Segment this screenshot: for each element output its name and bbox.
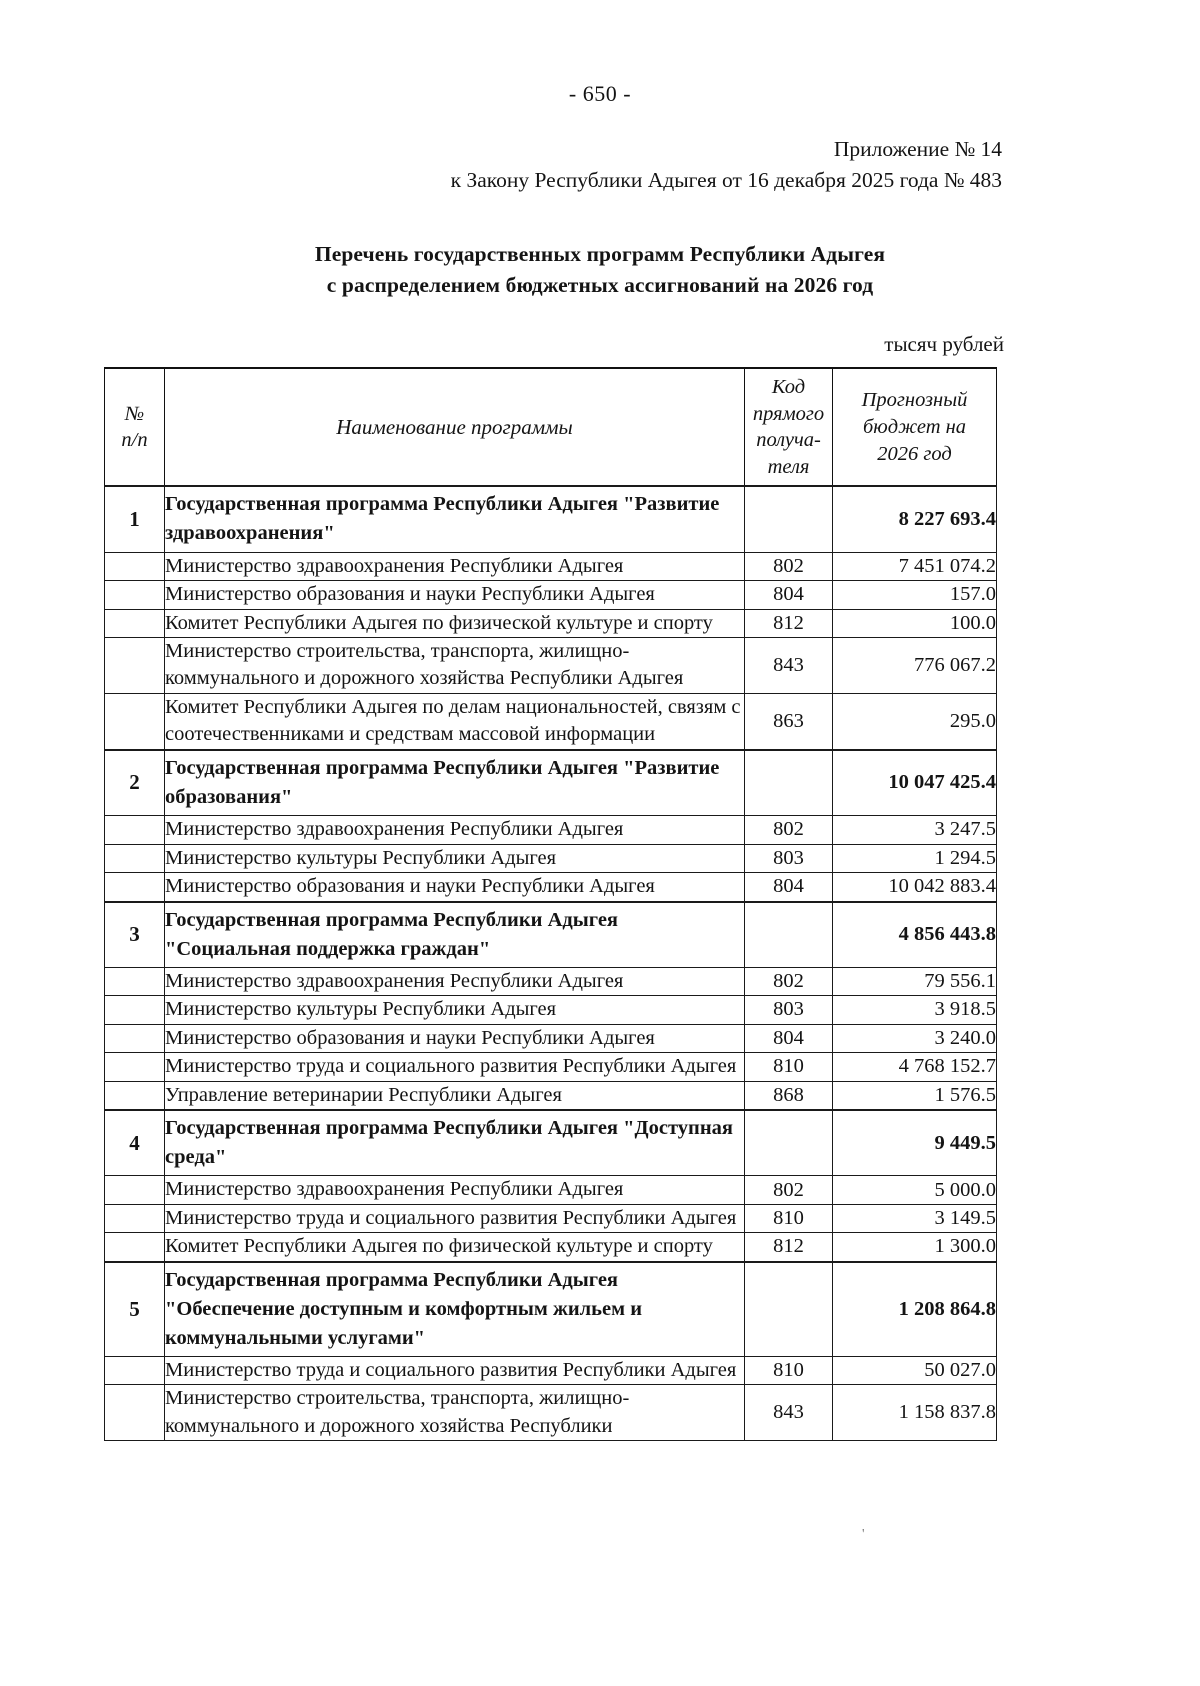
forecast-budget-cell: 4 768 152.7 — [833, 1053, 997, 1081]
table-row — [105, 902, 997, 968]
forecast-budget-cell: 50 027.0 — [833, 1357, 997, 1385]
program-name-cell: Министерство здравоохранения Республики Адыгея — [165, 816, 745, 844]
row-number-cell — [105, 638, 165, 694]
table-row — [105, 996, 997, 1024]
forecast-budget-cell: 8 227 693.4 — [833, 486, 997, 552]
program-name-cell: Министерство здравоохранения Республики Адыгея — [165, 967, 745, 995]
recipient-code-cell — [745, 750, 833, 816]
table-row — [105, 1233, 997, 1262]
recipient-code-cell — [745, 1110, 833, 1176]
table-row — [105, 1081, 997, 1110]
program-name-cell: Комитет Республики Адыгея по делам национальностей, связям с соотечественниками и средствам массовой информации — [165, 693, 745, 749]
appendix-law-reference: к Закону Республики Адыгея от 16 декабря 2025 года № 483 — [450, 167, 1002, 192]
row-number-cell — [105, 1204, 165, 1232]
page-number: - 650 - — [568, 81, 632, 106]
page-title — [0, 239, 1200, 301]
table-row — [105, 693, 997, 749]
recipient-code-cell: 803 — [745, 996, 833, 1024]
row-number-cell — [105, 844, 165, 872]
row-number-cell — [105, 609, 165, 637]
row-number-cell — [105, 1357, 165, 1385]
table-row — [105, 1262, 997, 1357]
forecast-budget-cell: 776 067.2 — [833, 638, 997, 694]
forecast-budget-cell: 157.0 — [833, 581, 997, 609]
table-row — [105, 1357, 997, 1385]
forecast-budget-cell: 10 047 425.4 — [833, 750, 997, 816]
program-name-cell: Министерство культуры Республики Адыгея — [165, 844, 745, 872]
program-name-cell: Государственная программа Республики Адыгея "Социальная поддержка граждан" — [165, 902, 745, 968]
forecast-budget-cell: 3 918.5 — [833, 996, 997, 1024]
row-number-cell — [105, 552, 165, 580]
recipient-code-cell: 804 — [745, 873, 833, 902]
row-number-cell — [105, 1176, 165, 1204]
recipient-code-cell: 812 — [745, 609, 833, 637]
program-name-cell: Министерство строительства, транспорта, жилищно-коммунального и дорожного хозяйства Республики Адыгея — [165, 638, 745, 694]
page-title-line-1: Перечень государственных программ Республики Адыгея — [314, 242, 886, 267]
forecast-budget-cell: 79 556.1 — [833, 967, 997, 995]
forecast-budget-cell: 1 576.5 — [833, 1081, 997, 1110]
table-row — [105, 1176, 997, 1204]
program-name-cell: Министерство культуры Республики Адыгея — [165, 996, 745, 1024]
program-name-cell: Государственная программа Республики Адыгея "Развитие здравоохранения" — [165, 486, 745, 552]
table-row — [105, 1204, 997, 1232]
stray-scan-mark: ' — [862, 1527, 865, 1542]
program-name-cell: Министерство образования и науки Республики Адыгея — [165, 1024, 745, 1052]
recipient-code-cell: 843 — [745, 638, 833, 694]
program-name-cell: Комитет Республики Адыгея по физической культуре и спорту — [165, 609, 745, 637]
recipient-code-cell — [745, 486, 833, 552]
budget-table-container — [104, 367, 996, 1441]
program-name-cell: Государственная программа Республики Адыгея "Обеспечение доступным и комфортным жильем и коммунальными услугами" — [165, 1262, 745, 1357]
row-number-cell — [105, 1081, 165, 1110]
column-header-number — [105, 368, 165, 486]
recipient-code-cell: 810 — [745, 1204, 833, 1232]
units-note: тысяч рублей — [884, 332, 1004, 357]
table-row — [105, 1053, 997, 1081]
row-number-cell — [105, 1053, 165, 1081]
forecast-budget-cell: 295.0 — [833, 693, 997, 749]
forecast-budget-cell: 4 856 443.8 — [833, 902, 997, 968]
row-number-cell: 1 — [105, 486, 165, 552]
row-number-cell: 5 — [105, 1262, 165, 1357]
recipient-code-cell: 802 — [745, 1176, 833, 1204]
page-title-line-2: с распределением бюджетных ассигнований на 2026 год — [326, 273, 874, 298]
program-name-cell: Министерство здравоохранения Республики Адыгея — [165, 1176, 745, 1204]
recipient-code-cell: 863 — [745, 693, 833, 749]
table-row — [105, 609, 997, 637]
recipient-code-cell: 802 — [745, 816, 833, 844]
program-name-cell: Государственная программа Республики Адыгея "Доступная среда" — [165, 1110, 745, 1176]
table-row — [105, 750, 997, 816]
recipient-code-cell: 810 — [745, 1357, 833, 1385]
forecast-budget-cell: 9 449.5 — [833, 1110, 997, 1176]
column-header-recipient-code — [745, 368, 833, 486]
recipient-code-cell: 810 — [745, 1053, 833, 1081]
column-header-forecast-budget — [833, 368, 997, 486]
program-name-cell: Министерство здравоохранения Республики Адыгея — [165, 552, 745, 580]
table-row — [105, 486, 997, 552]
row-number-cell — [105, 996, 165, 1024]
row-number-cell: 4 — [105, 1110, 165, 1176]
table-row — [105, 873, 997, 902]
forecast-budget-cell: 1 208 864.8 — [833, 1262, 997, 1357]
recipient-code-cell: 843 — [745, 1385, 833, 1441]
row-number-cell — [105, 1233, 165, 1262]
recipient-code-cell — [745, 902, 833, 968]
table-row — [105, 844, 997, 872]
program-name-cell: Министерство образования и науки Республики Адыгея — [165, 873, 745, 902]
appendix-number: Приложение № 14 — [833, 137, 1002, 161]
column-header-code-line-3: получа- — [756, 429, 821, 452]
forecast-budget-cell: 3 247.5 — [833, 816, 997, 844]
column-header-number-line-2: п/п — [121, 429, 148, 452]
table-header — [105, 368, 997, 486]
program-name-cell: Министерство труда и социального развития Республики Адыгея — [165, 1053, 745, 1081]
forecast-budget-cell: 7 451 074.2 — [833, 552, 997, 580]
row-number-cell — [105, 816, 165, 844]
recipient-code-cell: 812 — [745, 1233, 833, 1262]
forecast-budget-cell: 10 042 883.4 — [833, 873, 997, 902]
recipient-code-cell: 804 — [745, 581, 833, 609]
table-header-row — [105, 368, 997, 486]
row-number-cell — [105, 967, 165, 995]
program-name-cell: Министерство труда и социального развития Республики Адыгея — [165, 1204, 745, 1232]
column-header-code-line-4: теля — [767, 456, 810, 479]
program-name-cell: Комитет Республики Адыгея по физической культуре и спорту — [165, 1233, 745, 1262]
row-number-cell — [105, 693, 165, 749]
table-row — [105, 816, 997, 844]
column-header-value-line-3: 2026 год — [877, 442, 952, 465]
recipient-code-cell: 803 — [745, 844, 833, 872]
program-name-cell: Государственная программа Республики Адыгея "Развитие образования" — [165, 750, 745, 816]
table-row — [105, 638, 997, 694]
recipient-code-cell: 802 — [745, 967, 833, 995]
row-number-cell — [105, 1024, 165, 1052]
table-row — [105, 1110, 997, 1176]
forecast-budget-cell: 1 300.0 — [833, 1233, 997, 1262]
recipient-code-cell — [745, 1262, 833, 1357]
program-name-cell: Министерство образования и науки Республики Адыгея — [165, 581, 745, 609]
column-header-number-line-1: № — [124, 402, 145, 425]
table-row — [105, 967, 997, 995]
program-name-cell: Министерство строительства, транспорта, жилищно-коммунального и дорожного хозяйства Республики — [165, 1385, 745, 1441]
forecast-budget-cell: 3 240.0 — [833, 1024, 997, 1052]
table-row — [105, 1024, 997, 1052]
budget-table — [104, 367, 997, 1441]
forecast-budget-cell: 1 158 837.8 — [833, 1385, 997, 1441]
column-header-code-line-2: прямого — [752, 402, 825, 425]
row-number-cell: 3 — [105, 902, 165, 968]
forecast-budget-cell: 1 294.5 — [833, 844, 997, 872]
forecast-budget-cell: 5 000.0 — [833, 1176, 997, 1204]
recipient-code-cell: 802 — [745, 552, 833, 580]
forecast-budget-cell: 3 149.5 — [833, 1204, 997, 1232]
program-name-cell: Министерство труда и социального развития Республики Адыгея — [165, 1357, 745, 1385]
column-header-value-line-2: бюджет на — [862, 416, 967, 439]
column-header-code-line-1: Код — [771, 376, 806, 399]
column-header-program-name: Наименование программы — [165, 368, 745, 486]
column-header-value-line-1: Прогнозный — [861, 389, 968, 412]
program-name-cell: Управление ветеринарии Республики Адыгея — [165, 1081, 745, 1110]
row-number-cell — [105, 1385, 165, 1441]
table-body — [105, 486, 997, 1441]
table-row — [105, 1385, 997, 1441]
row-number-cell — [105, 873, 165, 902]
row-number-cell: 2 — [105, 750, 165, 816]
row-number-cell — [105, 581, 165, 609]
appendix-reference — [0, 134, 1200, 195]
forecast-budget-cell: 100.0 — [833, 609, 997, 637]
table-row — [105, 552, 997, 580]
recipient-code-cell: 868 — [745, 1081, 833, 1110]
recipient-code-cell: 804 — [745, 1024, 833, 1052]
table-row — [105, 581, 997, 609]
